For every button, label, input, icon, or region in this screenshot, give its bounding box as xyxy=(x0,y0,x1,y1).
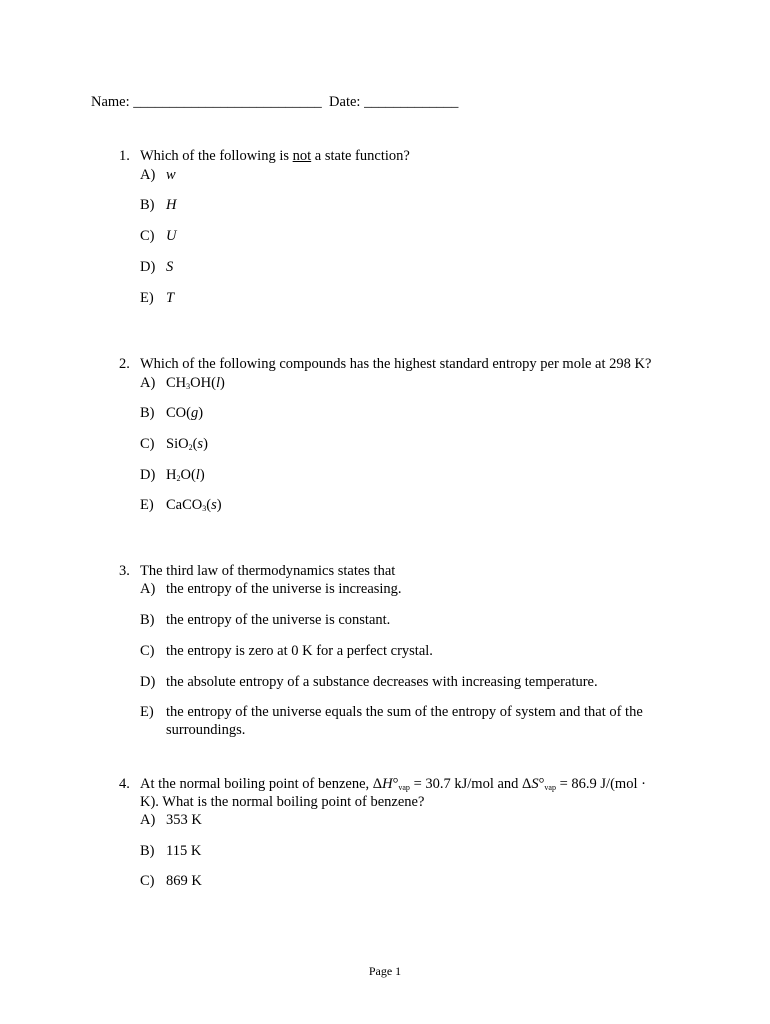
q2-option-e-text: CaCO$_3$(s) xyxy=(166,497,222,513)
q2-option-d-label: D) xyxy=(140,467,156,483)
question-3-text: The third law of thermodynamics states that xyxy=(140,563,396,579)
name-blank: __________________________ xyxy=(133,94,322,110)
date-label: Date: xyxy=(329,94,361,110)
q1-option-d-label: D) xyxy=(140,259,156,275)
q1-option-c-text: U xyxy=(166,228,177,244)
question-4-number: 4. xyxy=(119,776,130,792)
question-2-text: Which of the following compounds has the highest standard entropy per mole at 298 K? xyxy=(140,356,652,372)
q1-option-e-text: T xyxy=(166,290,175,306)
q3-option-e-label: E) xyxy=(140,704,154,720)
question-1-text-before: Which of the following is xyxy=(140,148,290,164)
q4-option-c-text: 869 K xyxy=(166,873,202,889)
q2-option-e-label: E) xyxy=(140,497,154,513)
q1-option-c-label: C) xyxy=(140,228,155,244)
question-4-text-line-2: K). What is the normal boiling point of benzene? xyxy=(140,794,425,810)
q2-option-b-label: B) xyxy=(140,405,155,421)
name-label: Name: xyxy=(91,94,130,110)
q3-option-c-label: C) xyxy=(140,643,155,659)
date-blank: _____________ xyxy=(364,94,459,110)
q3-option-d-label: D) xyxy=(140,674,156,690)
q1-option-a-text: w xyxy=(166,167,176,183)
q1-option-b-text: H xyxy=(166,197,177,213)
q2-option-c-label: C) xyxy=(140,436,155,452)
q1-option-a-label: A) xyxy=(140,167,156,183)
question-1-number: 1. xyxy=(119,148,130,164)
q3-option-a-text: the entropy of the universe is increasing. xyxy=(166,581,402,597)
question-3-number: 3. xyxy=(119,563,130,579)
q2-option-d-text: $H_2O(l)$ xyxy=(166,467,205,483)
q2-option-a-text: $CH_3OH(l)$ xyxy=(166,375,225,391)
q4-option-a-text: 353 K xyxy=(166,812,202,828)
q1-option-d-text: S xyxy=(166,259,174,275)
q2-option-c-text: SiO$_2$(s) xyxy=(166,436,208,452)
q3-option-c-text: the entropy is zero at 0 K for a perfect crystal. xyxy=(166,643,433,659)
question-1-text xyxy=(140,147,410,165)
q3-option-b-text: the entropy of the universe is constant. xyxy=(166,612,391,628)
q3-option-d-text: the absolute entropy of a substance decreases with increasing temperature. xyxy=(166,674,598,690)
question-1-underlined-word: not xyxy=(292,148,312,164)
q1-option-e-label: E) xyxy=(140,290,154,306)
q4-option-c-label: C) xyxy=(140,873,155,889)
q1-option-b-label: B) xyxy=(140,197,155,213)
q4-option-b-text: 115 K xyxy=(166,843,202,859)
question-2-number: 2. xyxy=(119,356,130,372)
q2-option-b-text: CO(g) xyxy=(166,405,204,421)
name-date-line xyxy=(91,93,458,111)
q2-option-a-label: A) xyxy=(140,375,156,391)
q3-option-a-label: A) xyxy=(140,581,156,597)
question-4-text-line-1: At the normal boiling point of benzene, $\Delta H^\circ_{vap} = 30.7$ kJ/mol and $\Delta S^\circ_{vap} = 86.9$ J/(mol · xyxy=(140,776,646,792)
q3-option-e-text: the entropy of the universe equals the sum of the entropy of system and that of the surroundings. xyxy=(166,704,643,738)
page-number: Page 1 xyxy=(368,964,402,978)
q4-option-a-label: A) xyxy=(140,812,156,828)
q4-option-b-label: B) xyxy=(140,843,155,859)
q3-option-b-label: B) xyxy=(140,612,155,628)
question-1-text-after: a state function? xyxy=(314,148,410,164)
